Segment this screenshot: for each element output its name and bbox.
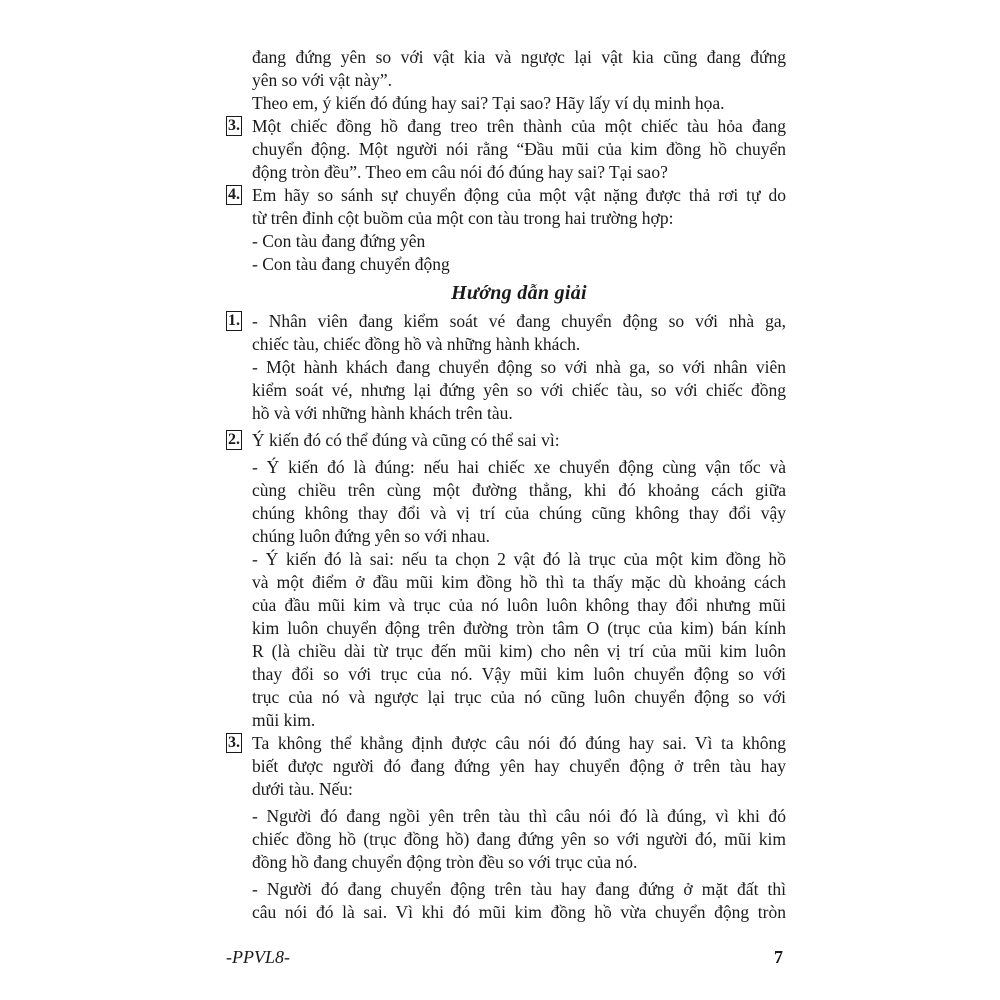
- text-line: - Con tàu đang chuyển động: [252, 254, 450, 274]
- text-line: - Người đó đang ngồi yên trên tàu thì câu nói đó là đúng, vì khi đó: [252, 806, 786, 826]
- item-number-box: 4.: [228, 186, 240, 203]
- paragraph: [252, 456, 786, 548]
- numbered-item: [228, 429, 786, 452]
- text-line: Ý kiến đó có thể đúng và cũng có thể sai vì:: [252, 430, 560, 450]
- text-line: chuyển động. Một người nói rằng “Đầu mũi của kim đồng hồ chuyển: [252, 139, 786, 159]
- text-line: đồng hồ đang chuyển động tròn đều so với trục của nó.: [252, 852, 638, 872]
- paragraph: [252, 878, 786, 924]
- paragraph: [252, 356, 786, 425]
- text-line: - Ý kiến đó là sai: nếu ta chọn 2 vật đó là trục của một kim đồng hồ: [252, 549, 786, 569]
- text-line: động tròn đều”. Theo em câu nói đó đúng hay sai? Tại sao?: [252, 162, 668, 182]
- text-line: hồ và với những hành khách trên tàu.: [252, 403, 513, 423]
- text-line: trục của nó và ngược lại trục của nó cũng luôn chuyển động so với: [252, 687, 786, 707]
- text-line: chúng không thay đổi và vị trí của chúng cũng không thay đổi vậy: [252, 503, 786, 523]
- text-line: từ trên đỉnh cột buồm của một con tàu trong hai trường hợp:: [252, 208, 674, 228]
- text-line: R (là chiều dài từ trục đến mũi kim) cho nên vị trí của mũi kim luôn: [252, 641, 786, 661]
- text-line: kiểm soát vé, nhưng lại đứng yên so với chiếc tàu, so với chiếc đồng: [252, 380, 786, 400]
- numbered-item: [228, 184, 786, 230]
- item-number-box: 2.: [228, 431, 240, 448]
- text-line: cùng chiều trên cùng một đường thẳng, khi đó khoảng cách giữa: [252, 480, 786, 500]
- paragraph: [252, 253, 786, 276]
- text-line: yên so với vật này”.: [252, 70, 392, 90]
- text-line: Một chiếc đồng hồ đang treo trên thành của một chiếc tàu hỏa đang: [252, 116, 786, 136]
- text-line: - Ý kiến đó là đúng: nếu hai chiếc xe chuyển động cùng vận tốc và: [252, 457, 786, 477]
- numbered-item: [228, 732, 786, 801]
- paragraph: [252, 46, 786, 92]
- text-line: đang đứng yên so với vật kia và ngược lại vật kia cũng đang đứng: [252, 47, 786, 67]
- text-line: - Người đó đang chuyển động trên tàu hay đang đứng ở mặt đất thì: [252, 879, 786, 899]
- text-line: Ta không thể khẳng định được câu nói đó đúng hay sai. Vì ta không: [252, 733, 786, 753]
- page-body: [228, 46, 786, 924]
- section-heading: Hướng dẫn giải: [451, 282, 587, 304]
- text-line: biết được người đó đang đứng yên hay chuyển động ở trên tàu hay: [252, 756, 786, 776]
- item-number-box: 3.: [228, 117, 240, 134]
- text-line: câu nói đó là sai. Vì khi đó mũi kim đồng hồ vừa chuyển động tròn: [252, 902, 786, 922]
- text-line: Em hãy so sánh sự chuyển động của một vật nặng được thả rơi tự do: [252, 185, 786, 205]
- text-line: kim luôn chuyển động trên đường tròn tâm O (trục của kim) bán kính: [252, 618, 786, 638]
- paragraph: [252, 805, 786, 874]
- text-line: Theo em, ý kiến đó đúng hay sai? Tại sao? Hãy lấy ví dụ minh họa.: [252, 93, 725, 113]
- text-line: - Nhân viên đang kiểm soát vé đang chuyển động so với nhà ga,: [252, 311, 786, 331]
- text-line: chúng luôn đứng yên so với nhau.: [252, 526, 490, 546]
- text-line: thay đổi so với trục của nó. Vậy mũi kim luôn chuyển động so với: [252, 664, 786, 684]
- paragraph: [252, 92, 786, 115]
- text-line: dưới tàu. Nếu:: [252, 779, 353, 799]
- text-line: - Con tàu đang đứng yên: [252, 231, 426, 251]
- text-line: và một điểm ở đầu mũi kim đồng hồ thì ta thấy mặc dù khoảng cách: [252, 572, 786, 592]
- page-number: 7: [774, 947, 783, 967]
- paragraph: [252, 548, 786, 732]
- numbered-item: [228, 310, 786, 356]
- text-line: - Một hành khách đang chuyển động so với nhà ga, so với nhân viên: [252, 357, 786, 377]
- item-number-box: 1.: [228, 312, 240, 329]
- text-line: của đầu mũi kim và trục của nó luôn luôn không thay đổi nhưng mũi: [252, 595, 786, 615]
- text-line: chiếc tàu, chiếc đồng hồ và những hành khách.: [252, 334, 581, 354]
- paragraph: [252, 230, 786, 253]
- footer-book-code: -PPVL8-: [226, 947, 290, 967]
- text-line: mũi kim.: [252, 710, 316, 730]
- text-line: chiếc đồng hồ (trục đồng hồ) đang đứng yên so với người đó, mũi kim: [252, 829, 786, 849]
- item-number-box: 3.: [228, 734, 240, 751]
- numbered-item: [228, 115, 786, 184]
